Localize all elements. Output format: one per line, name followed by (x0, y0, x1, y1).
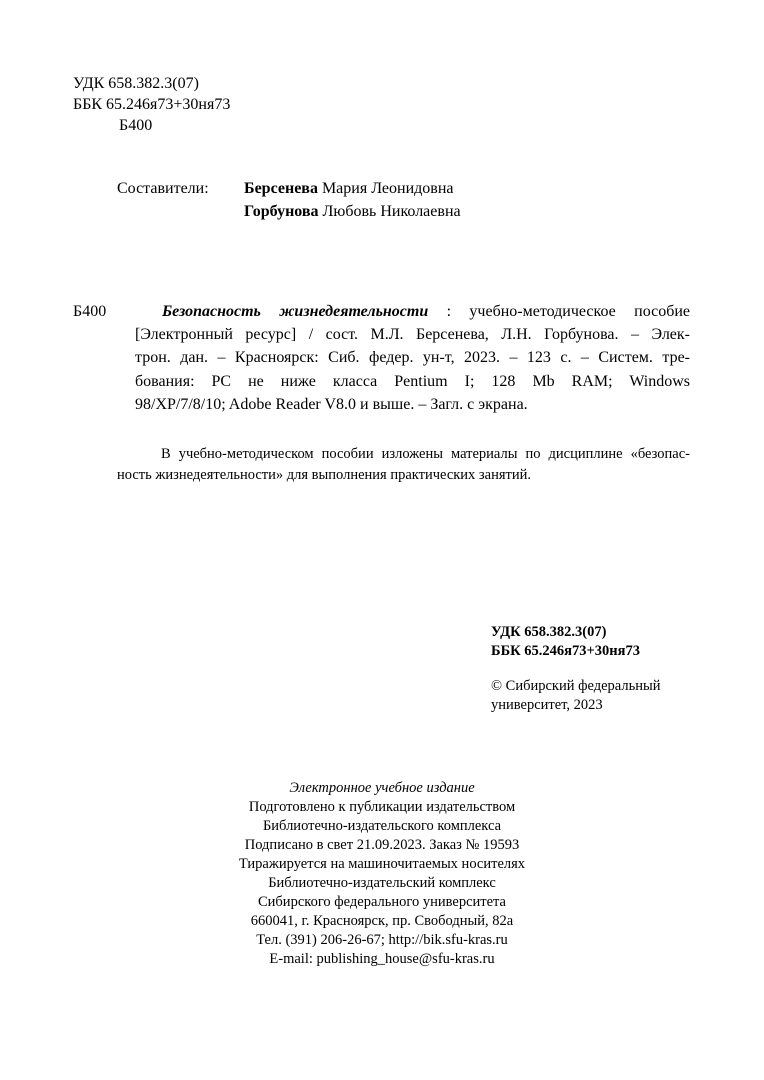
biblio-line-1 (135, 300, 690, 323)
imprint-line: Подготовлено к публикации издательством (248, 799, 516, 815)
copyright (491, 677, 660, 714)
biblio-line-2: [Электронный ресурс] / сост. М.Л. Берсенева, Л.Н. Горбунова. – Элек- (135, 326, 690, 344)
imprint-line: Тиражируется на машиночитаемых носителях (238, 856, 526, 872)
imprint-line: Тел. (391) 206-26-67; http://bik.sfu-kras.ru (256, 932, 508, 948)
compiler-2-given: Любовь Николаевна (322, 203, 461, 220)
compilers-names (244, 177, 461, 223)
compiler-1-given: Мария Леонидовна (321, 180, 454, 197)
compiler-2-surname: Горбунова (244, 203, 319, 220)
right-udk: УДК 658.382.3(07) (491, 624, 607, 640)
biblio-line-4: бования: PC не ниже класса Pentium I; 128 Mb RAM; Windows (135, 372, 690, 390)
imprint-line: Сибирского федерального университета (258, 894, 506, 910)
biblio-line-5: 98/XP/7/8/10; Adobe Reader V8.0 и выше. – Загл. с экрана. (135, 395, 528, 413)
author-mark: Б400 (119, 117, 153, 134)
right-codes (491, 623, 640, 661)
imprint (182, 779, 582, 969)
imprint-line: Подписано в свет 21.09.2023. Заказ № 19593 (244, 837, 520, 853)
compiler-2 (244, 200, 461, 223)
compilers-label: Составители: (117, 180, 209, 197)
index-codes (73, 73, 230, 136)
compiler-1-surname: Берсенева (244, 180, 318, 197)
compiler-1 (244, 177, 461, 200)
biblio-line-3: трон. дан. – Красноярск: Сиб. федер. ун-т, 2023. – 123 с. – Систем. тре- (135, 349, 690, 367)
biblio-title: Безопасность жизнедеятельности (162, 303, 429, 320)
right-bbk: ББК 65.246я73+30ня73 (491, 643, 640, 659)
udk-code: УДК 658.382.3(07) (73, 75, 199, 92)
imprint-line: Библиотечно-издательский комплекс (268, 875, 496, 891)
imprint-line: E-mail: publishing_house@sfu-kras.ru (269, 951, 495, 967)
bibliographic-record (135, 300, 690, 416)
imprint-line: 660041, г. Красноярск, пр. Свободный, 82а (250, 913, 514, 929)
biblio-line-1-rest: : учебно-методическое пособие (428, 303, 690, 320)
edition-type: Электронное учебное издание (289, 780, 475, 796)
copyright-line-1: © Сибирский федеральный (491, 678, 661, 694)
biblio-mark: Б400 (73, 303, 107, 320)
copyright-line-2: университет, 2023 (491, 696, 603, 713)
annotation-line-2: ность жизнедеятельности» для выполнения практических занятий. (117, 466, 532, 483)
annotation-line-1: В учебно-методическом пособии изложены материалы по дисциплине «безопас- (161, 446, 690, 462)
bbk-code: ББК 65.246я73+30ня73 (73, 96, 231, 113)
imprint-line: Библиотечно-издательского комплекса (262, 818, 502, 834)
annotation (117, 444, 690, 485)
